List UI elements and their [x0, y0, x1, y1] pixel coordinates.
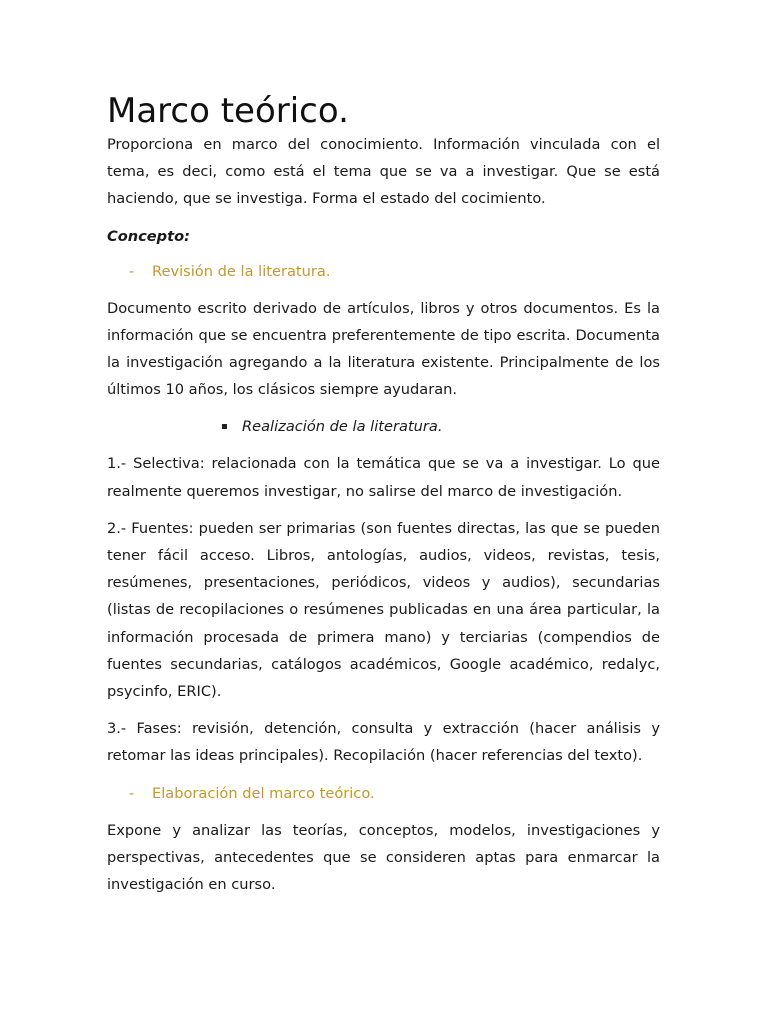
- elaboracion-paragraph: Expone y analizar las teorías, conceptos, modelos, investigaciones y perspectivas, antecedentes que se consideren aptas para enmarcar la investigación en curso.: [107, 821, 660, 894]
- section-heading-elaboracion: [107, 780, 660, 807]
- square-bullet-icon: [222, 424, 227, 429]
- point-fases: 3.- Fases: revisión, detención, consulta y extracción (hacer análisis y retomar las ideas principales). Recopilación (hacer referencias del texto).: [107, 720, 660, 765]
- dash-marker: -: [129, 262, 135, 280]
- section-heading-label: Elaboración del marco teórico.: [152, 784, 375, 802]
- page-title: Marco teórico.: [107, 91, 349, 131]
- subsection-heading-realizacion: [107, 413, 660, 440]
- point-selectiva: 1.- Selectiva: relacionada con la temática que se va a investigar. Lo que realmente queremos investigar, no salirse del marco de investigación.: [107, 455, 660, 500]
- section-heading-label: Revisión de la literatura.: [152, 262, 331, 280]
- point-fuentes: 2.- Fuentes: pueden ser primarias (son fuentes directas, las que se pueden tener fácil acceso. Libros, antologías, audios, videos, revistas, tesis, resúmenes, presentaciones, periódicos, videos y audios), secundarias (listas de recopilaciones o resúmenes publicadas en una área particular, la información procesada de primera mano) y terciarias (compendios de fuentes secundarias, catálogos académicos, Google académico, redalyc, psycinfo, ERIC).: [107, 519, 660, 701]
- subsection-heading-label: Realización de la literatura.: [242, 418, 443, 436]
- revision-paragraph: Documento escrito derivado de artículos, libros y otros documentos. Es la información que se encuentra preferentemente de tipo escrita. Documenta la investigación agregando a la literatura existente. Principalmente de los últimos 10 años, los clásicos siempre ayudaran.: [107, 299, 660, 399]
- document-page: [107, 90, 660, 908]
- concept-label: Concepto:: [107, 227, 190, 245]
- intro-paragraph: Proporciona en marco del conocimiento. Información vinculada con el tema, es deci, como está el tema que se va a investigar. Que se está haciendo, que se investiga. Forma el estado del cocimiento.: [107, 136, 660, 208]
- section-heading-revision: [107, 258, 660, 285]
- dash-marker: -: [129, 784, 135, 802]
